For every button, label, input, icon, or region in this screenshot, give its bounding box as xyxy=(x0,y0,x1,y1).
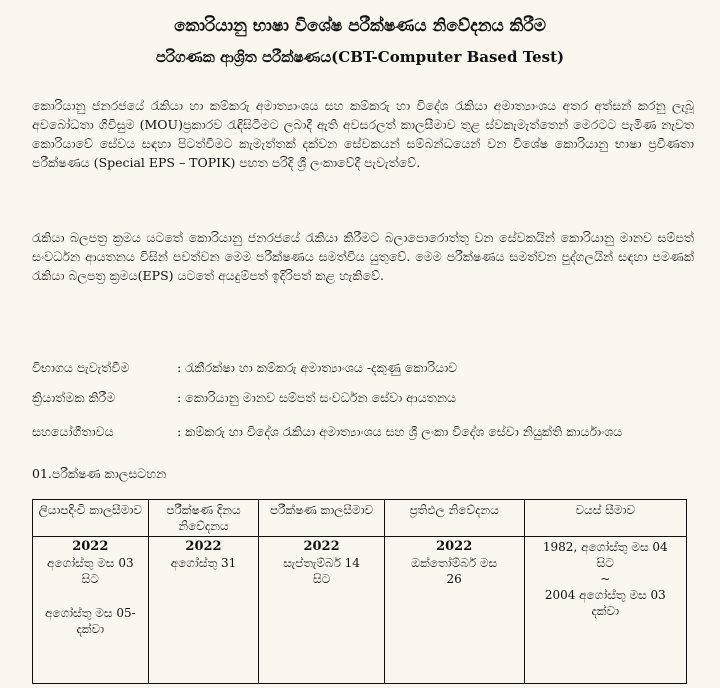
exam-period-cell xyxy=(259,537,384,684)
table-header-row xyxy=(33,500,687,537)
results-cell xyxy=(384,537,524,684)
cell-line: ~ xyxy=(600,572,611,586)
year: 2022 xyxy=(436,539,473,554)
cell-line: අගෝස්තු 31 xyxy=(170,556,237,570)
cell-line: සිට xyxy=(596,556,614,570)
cell-line: දක්වා xyxy=(591,604,620,618)
column-header: පරීක්ෂණ කාලසීමාව xyxy=(259,500,384,537)
cell-line: 1982, අගෝස්තු මස 04 xyxy=(542,540,668,554)
cell-line: අගෝස්තු මස 03 xyxy=(47,556,134,570)
eligibility-paragraph: රැකියා බලපත්‍ර ක්‍රමය යටතේ කොරියානු ජනරජයේ රැකියා කිරීමට බලාපොරොත්තු වන සේවකයින් කොරියානු මානව සම්පත් සංවර්ධන ආයතනය විසින් පවත්වන මෙම පරීක්ෂණය සමත්විය යුතුවේ. මෙම පරීක්ෂණය සමත්වන පුද්ගලයින් සඳහා පමණක් රැකියා බලපත්‍ර ක්‍රමය(EPS) යටතේ අයදුම්පත් ඉදිරිපත් කළ හැකිවේ. xyxy=(32,230,694,283)
column-header: ලියාපදිංචි කාලසීමාව xyxy=(33,500,149,537)
schedule-table xyxy=(32,499,687,684)
section-heading: 01.පරීක්ෂණ කාලසටහන xyxy=(32,466,167,481)
column-header: වයස් සීමාව xyxy=(524,500,686,537)
notice-subtitle: පරිගණක ආශ්‍රිත පරීක්ෂණය(CBT-Computer Based Test) xyxy=(155,48,565,66)
info-value: : කොරියානු මානව සම්පත් සංවර්ධන සේවා ආයතනය xyxy=(177,390,456,405)
cell-line: අගෝස්තු මස 05- xyxy=(44,606,136,620)
info-label: විභාගය පැවැත්වීම xyxy=(32,360,130,375)
registration-cell xyxy=(33,537,149,684)
column-header: පරීක්ෂණ දිනය නිවේදනය xyxy=(148,500,259,537)
year: 2022 xyxy=(72,539,109,554)
announcement-cell xyxy=(148,537,259,684)
cell-line: දක්වා xyxy=(76,622,105,636)
cell-line: සැප්තැම්බර් 14 xyxy=(283,556,360,570)
notice-title: කොරියානු භාෂා විශේෂ පරීක්ෂණය නිවේදනය කිරීම xyxy=(174,16,546,36)
cell-line: ඔක්තෝම්බර් මස xyxy=(411,556,498,570)
table-row xyxy=(33,537,687,684)
year: 2022 xyxy=(185,539,222,554)
column-header: ප්‍රතිඵල නිවේදනය xyxy=(384,500,524,537)
info-label: ක්‍රියාත්මක කිරීම xyxy=(32,390,116,405)
cell-line: සිට xyxy=(312,572,331,586)
year: 2022 xyxy=(303,539,340,554)
cell-line: 26 xyxy=(446,572,462,586)
cell-line: සිට xyxy=(81,572,99,586)
intro-paragraph: කොරියානු ජනරජයේ රැකියා හා කම්කරු අමාත්‍යාංශය සහ කම්කරු හා විදේශ රැකියා අමාත්‍යාංශය අතර අත්සන් කරනු ලැබූ අවබෝධතා ගිවිසුම (MOU)ප්‍රකාරව රැඳිසිටීමට ලබාදී ඇති අවසරලත් කාලසීමාව තුළ ස්වකැමැත්තෙන් මෙරටට පැමිණ නැවත කොරියාවේ සේවය සඳහා පිටත්වීමට කැමැත්තක් දක්වන සේවකයන් සම්බන්ධයෙන් වන විශේෂ කොරියානු භාෂා ප්‍රවීණතා පරීක්ෂණය (Special EPS – TOPIK) පහත පරිදි ශ්‍රී ලංකාවේදී පැවැත්වේ. xyxy=(32,98,694,170)
cell-line: 2004 අගෝස්තු මස 03 xyxy=(544,588,666,602)
info-value: : රැකීරක්ෂා හා කම්කරු අමාත්‍යාංශය -දකුණු කොරියාව xyxy=(177,360,458,375)
info-value: : කම්කරු හා විදේශ රැකියා අමාත්‍යාංශය සහ ශ්‍රී ලංකා විදේශ සේවා නියුක්ති කාර්යාංශය xyxy=(177,424,623,439)
age-limit-cell xyxy=(524,537,686,684)
info-label: සහයෝගීතාවය xyxy=(32,424,114,439)
